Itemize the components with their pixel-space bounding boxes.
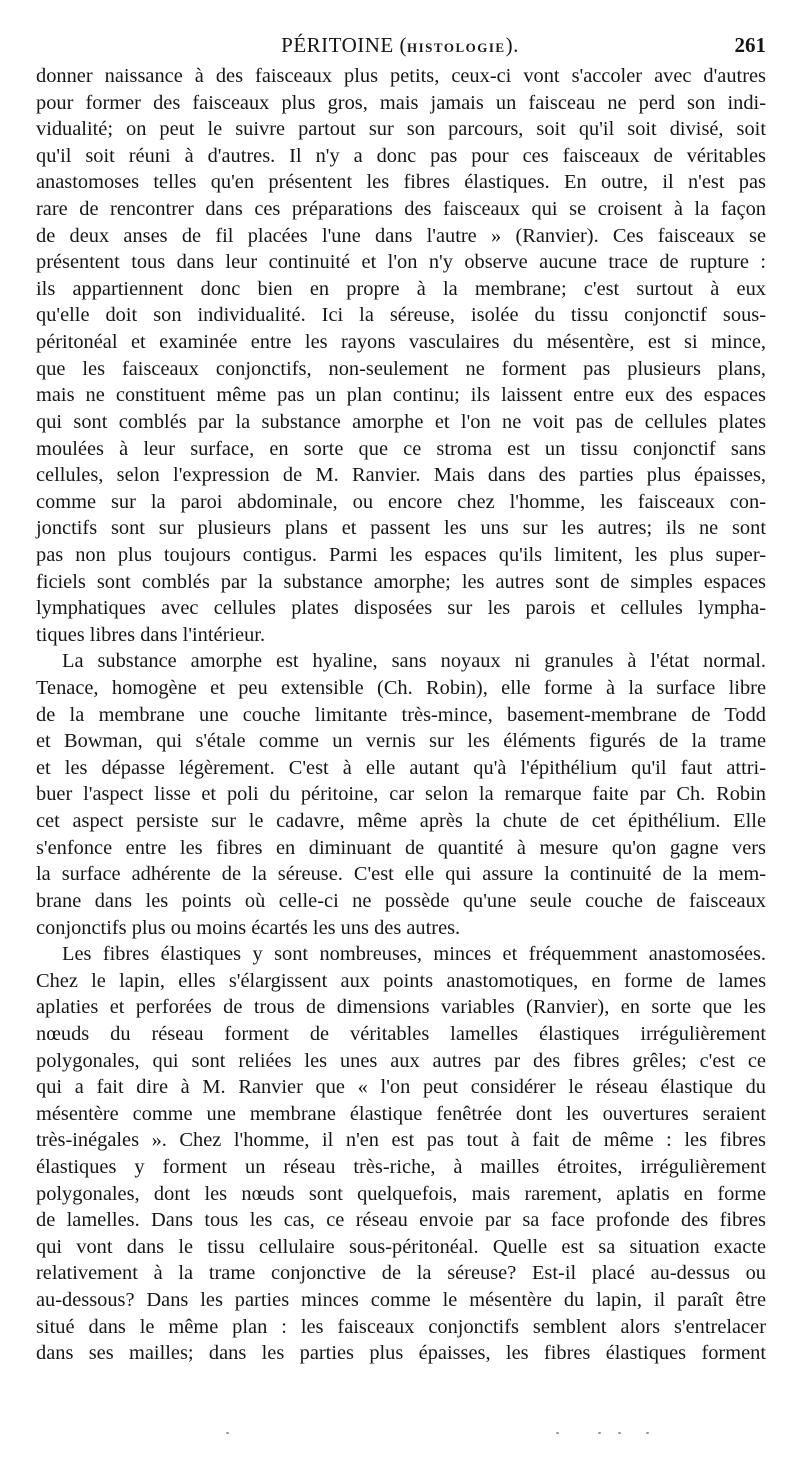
text-line: polygonales, qui sont reliées les unes aux autres par des fibres grêles; c'est ce	[36, 1049, 766, 1072]
paragraph-end-line: conjonctifs plus ou moins écartés les uns des autres.	[36, 916, 461, 939]
text-line: et Bowman, qui s'étale comme un vernis sur les éléments figurés de la trame	[36, 730, 766, 753]
text-line: dans ses mailles; dans les parties plus épaisses, les fibres élastiques forment	[36, 1342, 766, 1365]
text-line: qu'elle doit son individualité. Ici la séreuse, isolée du tissu conjonctif sous-	[36, 304, 766, 327]
text-line: donner naissance à des faisceaux plus petits, ceux-ci vont s'accoler avec d'autres	[36, 65, 766, 87]
print-speck	[646, 1432, 649, 1434]
text-line: élastiques y forment un réseau très-riche, à mailles étroites, irrégulièrement	[36, 1155, 766, 1178]
text-line: Tenace, homogène et peu extensible (Ch. Robin), elle forme à la surface libre	[36, 677, 766, 700]
text-line: nœuds du réseau forment de véritables lamelles élastiques irrégulièrement	[36, 1022, 766, 1045]
running-title	[0, 30, 800, 63]
text-line: ils appartiennent donc bien en propre à la membrane; c'est surtout à eux	[36, 277, 766, 300]
text-line: pas non plus toujours contigus. Parmi les espaces qu'ils limitent, les plus super-	[36, 543, 766, 566]
text-line: situé dans le même plan : les faisceaux conjonctifs semblent alors s'entrelacer	[36, 1315, 766, 1338]
running-title-close-paren: ).	[505, 33, 519, 57]
running-header	[0, 30, 800, 60]
text-line: péritonéal et examinée entre les rayons vasculaires du mésentère, est si mince,	[36, 331, 766, 354]
running-title-main: PÉRITOINE	[281, 33, 394, 57]
text-line: aplaties et perforées de trous de dimensions variables (Ranvier), en sorte que les	[36, 996, 766, 1019]
text-line: cet aspect persiste sur le cadavre, même après la chute de cet épithélium. Elle	[36, 810, 766, 833]
text-line: présentent tous dans leur continuité et l'on n'y observe aucune trace de rupture :	[36, 251, 766, 274]
text-line: qui vont dans le tissu cellulaire sous-péritonéal. Quelle est sa situation exacte	[36, 1235, 766, 1258]
text-line: de deux anses de fil placées l'une dans l'autre » (Ranvier). Ces faisceaux se	[36, 224, 766, 247]
text-line: comme sur la paroi abdominale, ou encore chez l'homme, les faisceaux con-	[36, 490, 766, 513]
running-title-open-paren: (	[399, 33, 408, 57]
text-line: buer l'aspect lisse et poli du péritoine, car selon la remarque faite par Ch. Robin	[36, 783, 766, 806]
print-speck	[618, 1432, 621, 1434]
text-line: et les dépasse légèrement. C'est à elle autant qu'à l'épithélium qu'il faut attri-	[36, 756, 766, 779]
text-line: qui a fait dire à M. Ranvier que « l'on peut considérer le réseau élastique du	[36, 1076, 766, 1099]
text-line: très-inégales ». Chez l'homme, il n'en est pas tout à fait de même : les fibres	[36, 1129, 766, 1152]
print-speck	[556, 1432, 559, 1434]
print-specks	[0, 1432, 800, 1442]
paragraph-start-line: Les fibres élastiques y sont nombreuses, minces et fréquemment anastomosées.	[62, 943, 766, 966]
text-line: pour former des faisceaux plus gros, mais jamais un faisceau ne perd son indi-	[36, 91, 766, 114]
text-line: Chez le lapin, elles s'élargissent aux points anastomotiques, en forme de lames	[36, 969, 766, 992]
print-speck	[226, 1432, 229, 1434]
text-line: anastomoses telles qu'en présentent les fibres élastiques. En outre, il n'est pas	[36, 171, 766, 194]
paragraph-end-line: tiques libres dans l'intérieur.	[36, 623, 266, 646]
text-line: que les faisceaux conjonctifs, non-seulement ne forment pas plusieurs plans,	[36, 357, 766, 380]
text-line: polygonales, dont les nœuds sont quelquefois, mais rarement, aplatis en forme	[36, 1182, 766, 1205]
text-line: s'enfonce entre les fibres en diminuant de quantité à mesure qu'on gagne vers	[36, 836, 766, 859]
text-line: mésentère comme une membrane élastique fenêtrée dont les ouvertures seraient	[36, 1102, 766, 1125]
running-title-subtitle: HISTOLOGIE	[407, 40, 506, 55]
text-line: relativement à la trame conjonctive de la séreuse? Est-il placé au-dessus ou	[36, 1262, 766, 1285]
text-line: vidualité; on peut le suivre partout sur son parcours, soit qu'il soit divisé, soit	[36, 118, 766, 141]
text-line: au-dessous? Dans les parties minces comme le mésentère du lapin, il paraît être	[36, 1289, 766, 1312]
paragraph-start-line: La substance amorphe est hyaline, sans noyaux ni granules à l'état normal.	[62, 650, 766, 673]
text-line: rare de rencontrer dans ces préparations des faisceaux qui se croisent à la façon	[36, 198, 766, 221]
text-line: mais ne constituent même pas un plan continu; ils laissent entre eux des espaces	[36, 384, 766, 407]
page-number: 261	[734, 33, 766, 57]
text-line: de lamelles. Dans tous les cas, ce réseau envoie par sa face profonde des fibres	[36, 1209, 766, 1232]
text-line: ficiels sont comblés par la substance amorphe; les autres sont de simples espaces	[36, 570, 766, 593]
text-line: qui sont comblés par la substance amorphe et l'on ne voit pas de cellules plates	[36, 410, 766, 433]
text-line: lymphatiques avec cellules plates disposées sur les parois et cellules lympha-	[36, 597, 766, 620]
text-line: brane dans les points où celle-ci ne possède qu'une seule couche de faisceaux	[36, 889, 766, 912]
text-line: de la membrane une couche limitante très-mince, basement-membrane de Todd	[36, 703, 766, 726]
text-line: moulées à leur surface, en sorte que ce stroma est un tissu conjonctif sans	[36, 437, 766, 460]
text-line: jonctifs sont sur plusieurs plans et passent les uns sur les autres; ils ne sont	[36, 517, 766, 540]
text-line: la surface adhérente de la séreuse. C'est elle qui assure la continuité de la mem-	[36, 863, 766, 886]
text-line: qu'il soit réuni à d'autres. Il n'y a donc pas pour ces faisceaux de véritables	[36, 144, 766, 167]
print-speck	[598, 1432, 601, 1434]
body-text	[36, 63, 766, 1367]
text-line: cellules, selon l'expression de M. Ranvier. Mais dans des parties plus épaisses,	[36, 464, 766, 487]
